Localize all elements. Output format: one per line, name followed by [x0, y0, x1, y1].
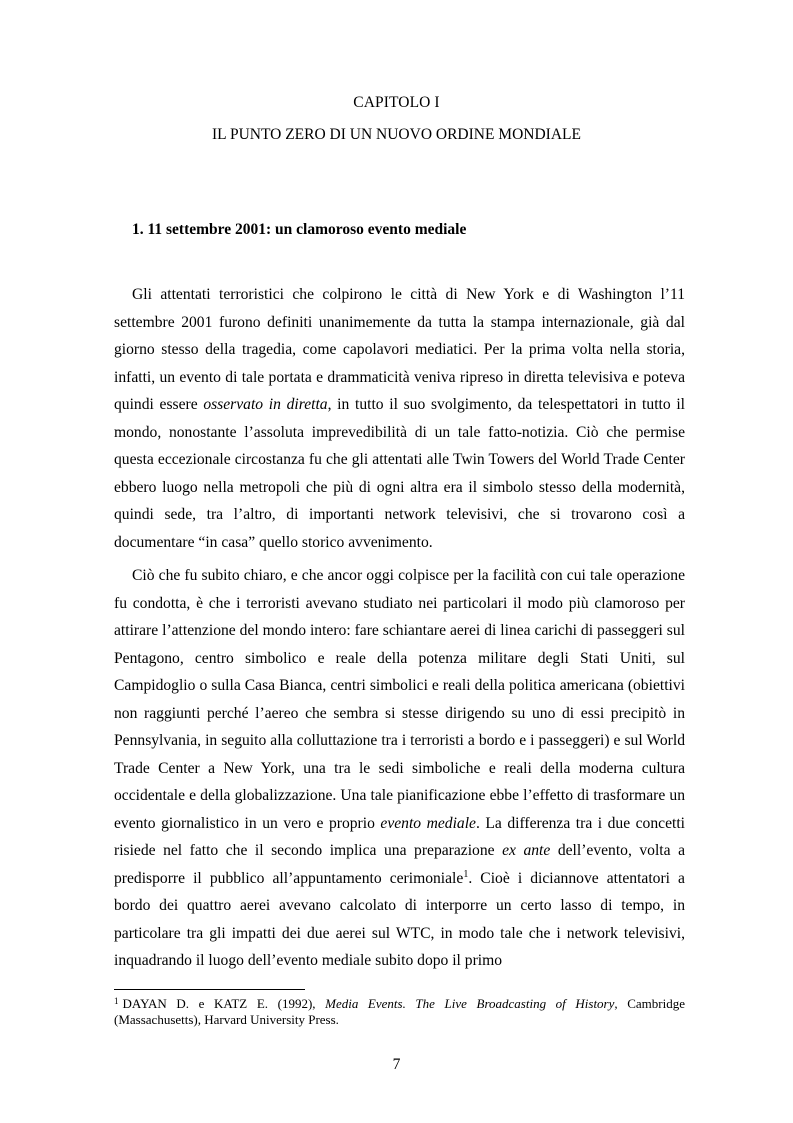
footnote-title: Media Events. The Live Broadcasting of History [325, 996, 615, 1011]
footnote [114, 996, 685, 1028]
paragraph-2-emphasis-evento-mediale: evento mediale [380, 814, 476, 832]
paragraph-1-text-a: Gli attentati terroristici che colpirono le città di New York e di Washington l’11 settembre 2001 furono definiti unanimemente da tutta la stampa internazionale, già dal giorno stesso della tragedia, come capolavori mediatici. Per la prima volta nella storia, infatti, un evento di tale portata e drammaticità veniva ripreso in diretta televisiva e poteva quindi essere [114, 286, 685, 413]
footnote-rest: , Cambridge (Massachusetts), Harvard University Press. [114, 996, 686, 1027]
paragraph-2-emphasis-ex-ante: ex ante [502, 842, 551, 859]
paragraph-2-text-b: . La differenza tra i due concetti risiede nel fatto che il secondo implica una preparazione [114, 814, 685, 859]
footnote-reference[interactable]: 1 [463, 868, 469, 880]
body-text [114, 281, 685, 975]
footnote-number: 1 [114, 996, 119, 1006]
paragraph-2-text-a: Ciò che fu subito chiaro, e che ancor oggi colpisce per la facilità con cui tale operazione fu condotta, è che i terroristi avevano studiato nei particolari il modo più clamoroso per attirare l’attenzione del mondo intero: fare schiantare aerei di linea carichi di passeggeri sul Pentagono, centro simbolico e reale della potenza militare degli Stati Uniti, sul Campidoglio o sulla Casa Bianca, centri simbolici e reali della politica americana (obiettivi non raggiunti perché l’aereo che sembra si stesse dirigendo su uno di essi precipitò in Pennsylvania, in seguito alla colluttazione tra i terroristi a bordo e i passeggeri) e sul World Trade Center a New York, una tra le sedi simboliche e reali della moderna cultura occidentale e della globalizzazione. Una tale pianificazione ebbe l’effetto di trasformare un evento giornalistico in un vero e proprio [114, 567, 685, 832]
chapter-label: CAPITOLO I [353, 94, 440, 111]
chapter-title: IL PUNTO ZERO DI UN NUOVO ORDINE MONDIALE [212, 126, 581, 143]
paragraph-2 [114, 562, 685, 975]
paragraph-2-text-d: . Cioè i diciannove attentatori a bordo dei quattro aerei avevano calcolato di interporre un certo lasso di tempo, in particolare tra gli impatti dei due aerei sul WTC, in modo tale che i network televisivi, inquadrando il luogo dell’evento mediale subito dopo il primo [114, 869, 685, 969]
footnote-divider [114, 989, 305, 990]
paragraph-1-emphasis: osservato in diretta [203, 396, 328, 413]
paragraph-1 [114, 281, 685, 556]
paragraph-2-text-c: dell’evento, volta a predisporre il pubblico all’appuntamento cerimoniale [114, 842, 685, 887]
page-number: 7 [392, 1056, 401, 1073]
section-heading: 1. 11 settembre 2001: un clamoroso evento mediale [132, 221, 467, 238]
paragraph-1-text-b: , in tutto il suo svolgimento, da telespettatori in tutto il mondo, nonostante l’assoluta imprevedibilità di un tale fatto-notizia. Ciò che permise questa eccezionale circostanza fu che gli attentati alle Twin Towers del World Trade Center ebbero luogo nella metropoli che più di ogni altra era il simbolo stesso della modernità, quindi sede, tra l’altro, di importanti network televisivi, che si trovarono così a documentare “in casa” quello storico avvenimento. [114, 396, 685, 551]
footnote-authors: DAYAN D. e KATZ E. (1992), [122, 996, 326, 1011]
